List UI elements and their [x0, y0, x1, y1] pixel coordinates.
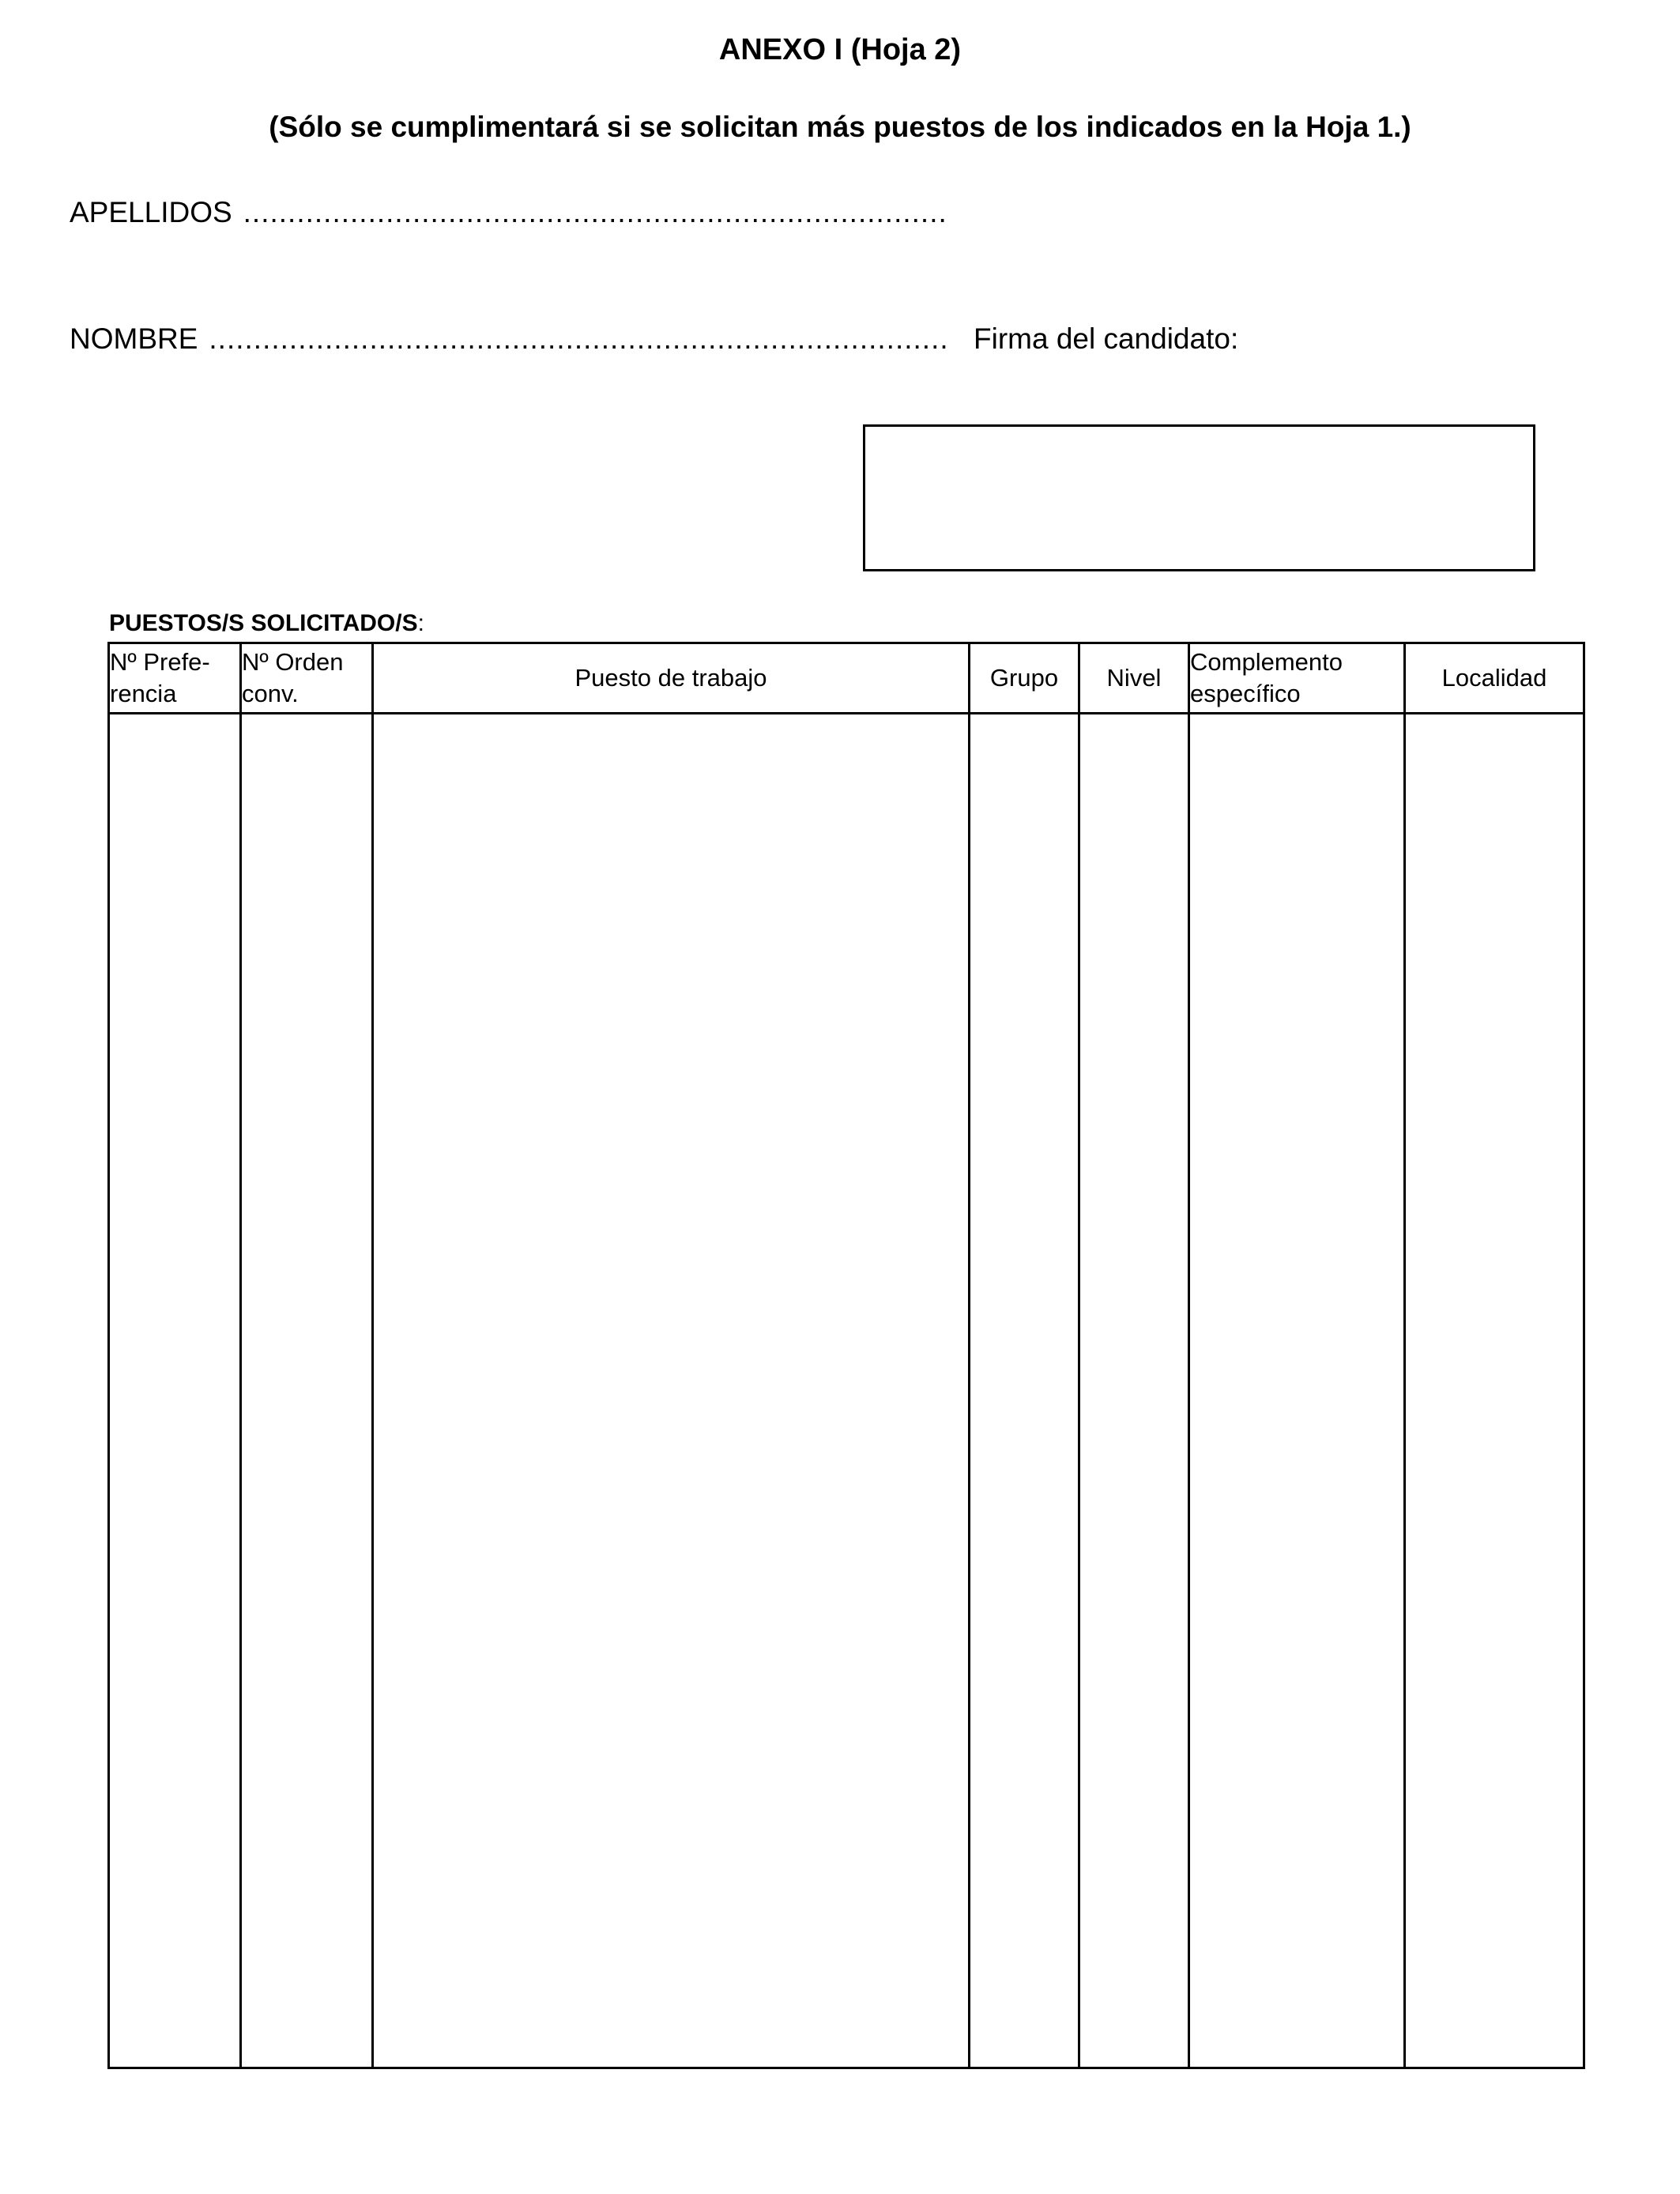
nombre-label: NOMBRE	[70, 322, 198, 355]
cell-localidad[interactable]	[1405, 714, 1584, 2068]
col-header-orden: Nº Orden conv.	[241, 643, 373, 714]
document-subtitle: (Sólo se cumplimentará si se solicitan más puestos de los indicados en la Hoja 1.)	[269, 111, 1411, 143]
cell-preferencia[interactable]	[109, 714, 241, 2068]
section-label	[109, 610, 424, 637]
puestos-table	[107, 642, 1585, 2069]
col-header-puesto: Puesto de trabajo	[373, 643, 970, 714]
col-header-preferencia: Nº Prefe- rencia	[109, 643, 241, 714]
col-header-grupo: Grupo	[970, 643, 1079, 714]
firma-label: Firma del candidato:	[974, 322, 1239, 355]
cell-puesto[interactable]	[373, 714, 970, 2068]
section-label-text: PUESTOS/S SOLICITADO/S	[109, 610, 418, 636]
signature-box[interactable]	[863, 424, 1535, 571]
table-header-row	[109, 643, 1584, 714]
nombre-field[interactable]	[70, 322, 949, 356]
apellidos-field[interactable]	[70, 196, 947, 229]
cell-orden[interactable]	[241, 714, 373, 2068]
table-row	[109, 714, 1584, 2068]
col-header-nivel: Nivel	[1079, 643, 1189, 714]
cell-complemento[interactable]	[1189, 714, 1405, 2068]
col-header-complemento: Complemento específico	[1189, 643, 1405, 714]
col-header-localidad: Localidad	[1405, 643, 1584, 714]
apellidos-dotted-line: ...............................................................................	[243, 196, 947, 228]
section-label-colon: :	[417, 610, 424, 636]
document-title: ANEXO I (Hoja 2)	[718, 33, 962, 66]
apellidos-label: APELLIDOS	[70, 196, 232, 228]
cell-nivel[interactable]	[1079, 714, 1189, 2068]
nombre-dotted-line: ...................................................................................	[209, 322, 949, 355]
cell-grupo[interactable]	[970, 714, 1079, 2068]
